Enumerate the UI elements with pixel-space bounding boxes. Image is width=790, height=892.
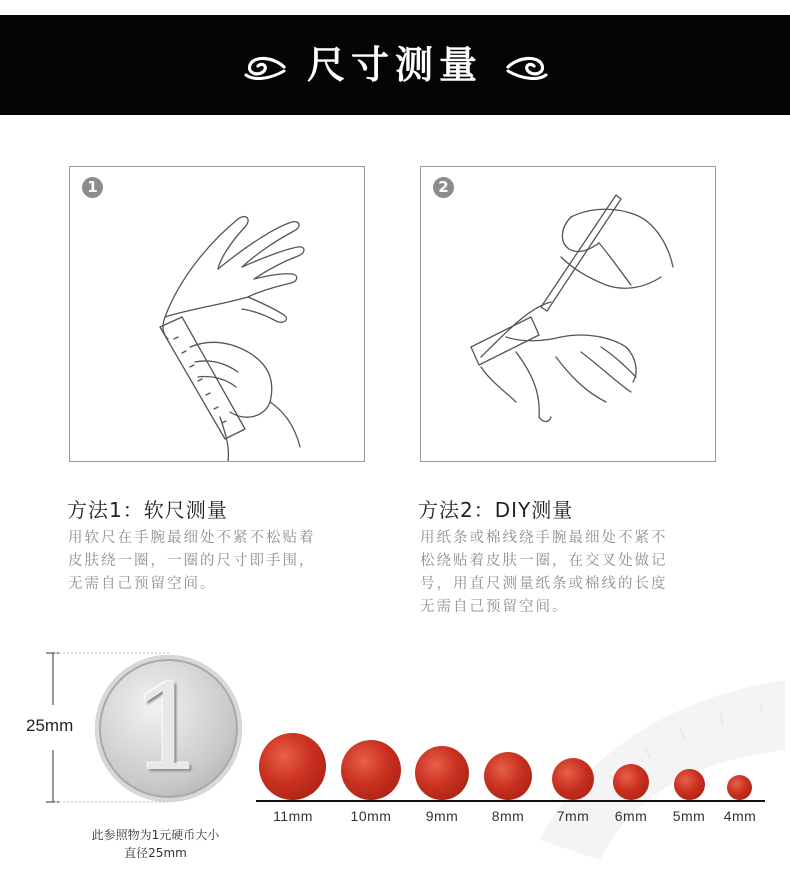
method-1-title: 方法1：软尺测量	[67, 498, 228, 522]
method-2-title: 方法2：DIY测量	[418, 498, 574, 522]
bead-10mm	[341, 740, 401, 800]
method-1-description	[68, 527, 316, 596]
coin-caption-line: 直径25mm	[124, 846, 187, 860]
bead-size-label: 8mm	[491, 808, 525, 824]
method-1-desc-line: 用软尺在手腕最细处不紧不松贴着	[68, 530, 316, 546]
method-2-desc-line: 松绕贴着皮肤一圈，在交叉处做记	[420, 553, 668, 569]
bead-size-label: 5mm	[672, 808, 706, 824]
bead-size-label: 10mm	[350, 808, 392, 824]
step-1-badge: 1	[82, 177, 103, 198]
bead-size-label: 11mm	[273, 808, 313, 824]
coin-digit: 1	[130, 659, 207, 797]
bead-size-label: 9mm	[425, 808, 459, 824]
header-banner	[0, 15, 790, 115]
bead-baseline	[256, 800, 765, 802]
bead-9mm	[415, 746, 469, 800]
method-2-description	[420, 527, 668, 619]
coin-caption	[68, 826, 243, 862]
right-swirl-icon	[504, 53, 548, 81]
coin-caption-line: 此参照物为1元硬币大小	[91, 828, 220, 842]
wrist-tape-measure-drawing	[70, 167, 364, 461]
bead-7mm	[552, 758, 594, 800]
method-1-desc-line: 无需自己预留空间。	[68, 576, 217, 592]
bead-size-label: 4mm	[723, 808, 757, 824]
step-2-badge: 2	[433, 177, 454, 198]
bead-size-label: 6mm	[614, 808, 648, 824]
page-title: 尺寸测量	[306, 42, 483, 87]
method-1-illustration	[69, 166, 365, 462]
ruler-watermark-graphic	[520, 640, 790, 860]
bead-4mm	[727, 775, 752, 800]
one-yuan-coin	[95, 655, 242, 802]
method-2-desc-line: 号，用直尺测量纸条或棉线的长度	[420, 576, 668, 592]
bead-size-label: 7mm	[556, 808, 590, 824]
bead-5mm	[674, 769, 705, 800]
coin-dimension-label: 25mm	[26, 716, 74, 735]
bead-6mm	[613, 764, 649, 800]
method-2-illustration	[420, 166, 716, 462]
wrist-string-measure-drawing	[421, 167, 715, 461]
method-2-desc-line: 用纸条或棉线绕手腕最细处不紧不	[420, 530, 668, 546]
method-2-desc-line: 无需自己预留空间。	[420, 599, 569, 615]
method-1-desc-line: 皮肤绕一圈，一圈的尺寸即手围，	[68, 553, 316, 569]
bead-8mm	[484, 752, 532, 800]
bead-11mm	[259, 733, 326, 800]
